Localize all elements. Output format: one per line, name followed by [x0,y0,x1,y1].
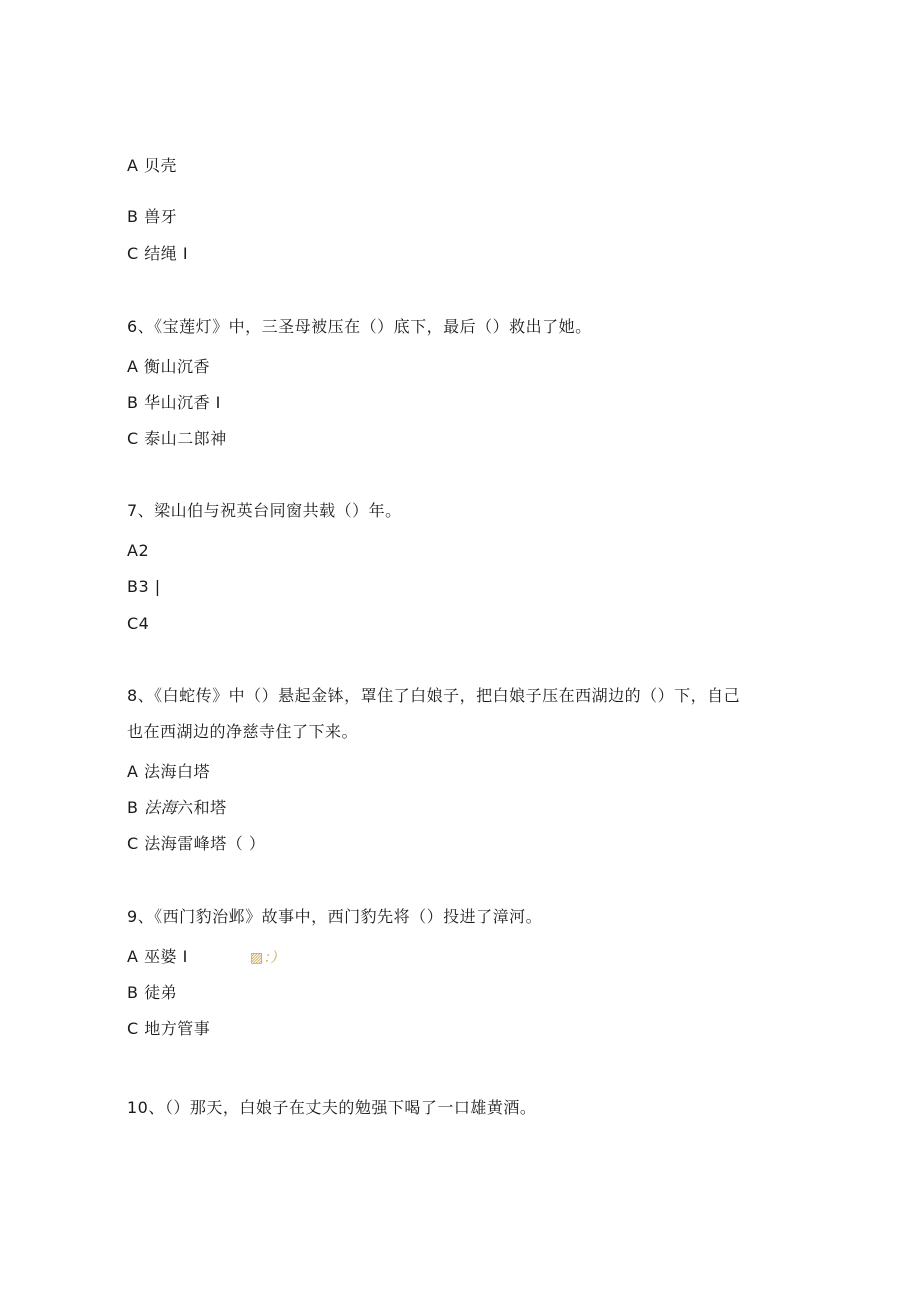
q8-option-a: A 法海白塔 [127,762,211,781]
q8-option-c: C 法海雷峰塔（ ） [127,834,266,853]
q5-option-c: C 结绳 I [127,244,189,263]
q7-question: 7、梁山伯与祝英台同窗共载（）年。 [127,501,402,520]
q7-option-a: A2 [127,541,150,560]
q8-option-b-italic: 法海 [144,798,178,817]
q8-question-line1: 8、《白蛇传》中（）悬起金钵，罩住了白娘子，把白娘子压在西湖边的（）下，自己 [127,686,741,705]
q9-option-c: C 地方管事 [127,1019,211,1038]
q8-option-b-letter: B [127,798,145,817]
q6-option-b: B 华山沉香 I [127,393,221,412]
q6-question: 6、《宝莲灯》中，三圣母被压在（）底下，最后（）救出了她。 [127,317,592,336]
q8-question-line2: 也在西湖边的净慈寺住了下来。 [127,722,359,741]
stray-mark: ▨：） [250,950,285,966]
q9-option-b: B 徒弟 [127,983,178,1002]
q8-option-b [127,797,227,819]
q7-option-b: B3 | [127,577,161,596]
q9-option-a: A 巫婆 I [127,947,188,966]
q5-option-b: B 兽牙 [127,207,178,226]
q5-option-a: A 贝壳 [127,156,178,175]
q6-option-a: A 衡山沉香 [127,357,211,376]
q6-option-c: C 泰山二郎神 [127,429,227,448]
q7-option-c: C4 [127,614,150,633]
q8-option-b-rest: 六和塔 [177,798,227,817]
q10-question: 10、（）那天，白娘子在丈夫的勉强下喝了一口雄黄酒。 [127,1098,537,1117]
q9-question: 9、《西门豹治邺》故事中，西门豹先将（）投进了漳河。 [127,907,543,926]
